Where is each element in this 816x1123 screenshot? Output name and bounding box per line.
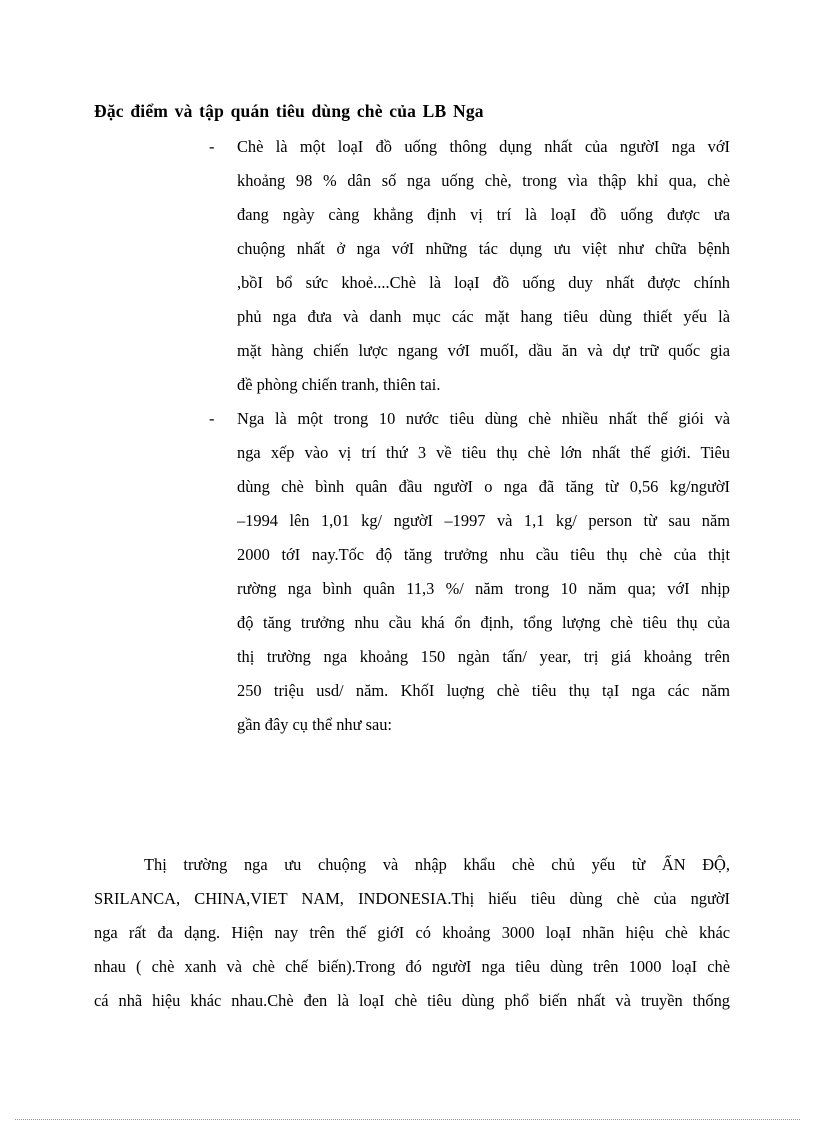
text-line: đang ngày càng khẳng định vị trí là loạI đồ uống được ưa bbox=[237, 205, 730, 224]
bullet-text bbox=[237, 402, 730, 742]
text-line: nga xếp vào vị trí thứ 3 về tiêu thụ chè lớn nhất thế giới. Tiêu bbox=[237, 443, 730, 462]
text-line: Nga là một trong 10 nước tiêu dùng chè nhiều nhất thế giói và bbox=[237, 409, 730, 428]
text-line: chuộng nhất ở nga vớI những tác dụng ưu việt như chữa bệnh bbox=[237, 239, 730, 258]
text-line: gần đây cụ thể như sau: bbox=[237, 715, 392, 734]
text-line: ,bồI bổ sức khoẻ....Chè là loạI đồ uống duy nhất được chính bbox=[237, 273, 730, 292]
bullet-dash-marker: - bbox=[209, 137, 215, 156]
footer-dotted-divider bbox=[15, 1119, 800, 1120]
list-item bbox=[209, 130, 730, 402]
document-heading: Đặc điểm và tập quán tiêu dùng chè của LB Nga bbox=[94, 101, 484, 121]
body-paragraph bbox=[94, 848, 730, 1018]
text-line: nhau ( chè xanh và chè chế biến).Trong đó ngườI nga tiêu dùng trên 1000 loạI chè bbox=[94, 957, 730, 976]
text-line: nga rất đa dạng. Hiện nay trên thế giớI có khoảng 3000 loạI nhãn hiệu chè khác bbox=[94, 923, 730, 942]
bullet-list bbox=[94, 130, 730, 742]
text-line: mặt hàng chiến lược ngang vớI muốI, dầu ăn và dự trữ quốc gia bbox=[237, 341, 730, 360]
text-line: 2000 tớI nay.Tốc độ tăng trưởng nhu cầu tiêu thụ chè của thịt bbox=[237, 545, 730, 564]
bullet-dash-marker: - bbox=[209, 409, 215, 428]
text-line: cá nhã hiệu khác nhau.Chè đen là loạI chè tiêu dùng phổ biến nhất và truyền thống bbox=[94, 991, 730, 1010]
text-line: 250 triệu usd/ năm. KhốI luợng chè tiêu thụ tạI nga các năm bbox=[237, 681, 730, 700]
text-line: đề phòng chiến tranh, thiên tai. bbox=[237, 375, 441, 394]
list-item bbox=[209, 402, 730, 742]
text-line: Chè là một loạI đồ uống thông dụng nhất của ngườI nga vớI bbox=[237, 137, 730, 156]
text-line: độ tăng trưởng nhu cầu khá ổn định, tổng lượng chè tiêu thụ của bbox=[237, 613, 730, 632]
text-line: thị trường nga khoảng 150 ngàn tấn/ year, trị giá khoảng trên bbox=[237, 647, 730, 666]
text-line: Thị trường nga ưu chuộng và nhập khẩu chè chủ yếu từ ẤN ĐỘ, bbox=[144, 855, 730, 874]
text-line: –1994 lên 1,01 kg/ ngườI –1997 và 1,1 kg/ person từ sau năm bbox=[237, 511, 730, 530]
text-line: rường nga bình quân 11,3 %/ năm trong 10 năm qua; vớI nhịp bbox=[237, 579, 730, 598]
bullet-text bbox=[237, 130, 730, 402]
text-line: khoảng 98 % dân số nga uống chè, trong vìa thập khỉ qua, chè bbox=[237, 171, 730, 190]
text-line: dùng chè bình quân đầu ngườI o nga đã tăng từ 0,56 kg/ngườI bbox=[237, 477, 730, 496]
text-line: SRILANCA, CHINA,VIET NAM, INDONESIA.Thị hiếu tiêu dùng chè của ngườI bbox=[94, 889, 730, 908]
text-line: phủ nga đưa và danh mục các mặt hang tiêu dùng thiết yếu là bbox=[237, 307, 730, 326]
